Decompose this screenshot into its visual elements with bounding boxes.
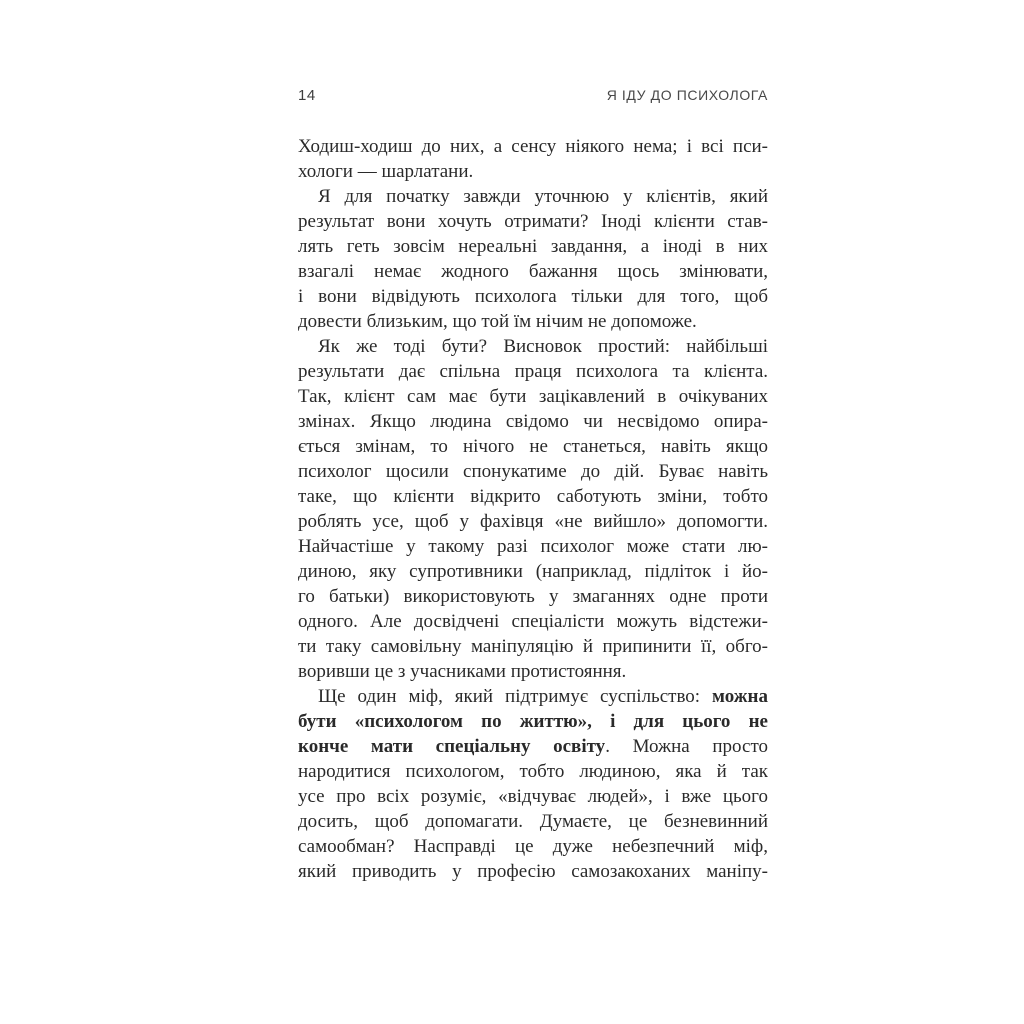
text-line: взагалі немає жодного бажання щось змінювати, (298, 261, 768, 282)
text-line: таке, що клієнти відкрито саботують зміни, тобто (298, 486, 768, 507)
text-line: лять геть зовсім нереальні завдання, а іноді в них (298, 236, 768, 257)
text-line: воривши це з учасниками протистояння. (298, 661, 627, 682)
text-line: самообман? Насправді це дуже небезпечний міф, (298, 836, 768, 857)
text-line: результат вони хочуть отримати? Іноді клієнти став- (298, 211, 768, 232)
text-line: диною, яку супротивники (наприклад, підліток і йо- (298, 561, 768, 582)
paragraph (298, 134, 768, 184)
text-line: і вони відвідують психолога тільки для того, щоб (298, 286, 768, 307)
text-line: Як же тоді бути? Висновок простий: найбільші (318, 336, 768, 357)
text-line: який приводить у професію самозакоханих маніпу- (298, 861, 768, 882)
text-line: хологи — шарлатани. (298, 161, 474, 182)
text-line: го батьки) використовують у змаганнях одне проти (298, 586, 768, 607)
text-line: конче мати спеціальну освіту. Можна просто (298, 736, 768, 757)
text-line: Так, клієнт сам має бути зацікавлений в очікуваних (298, 386, 768, 407)
text-line: народитися психологом, тобто людиною, яка й так (298, 761, 768, 782)
text-line: досить, щоб допомагати. Думаєте, це безневинний (298, 811, 768, 832)
running-header (298, 87, 768, 104)
paragraph (298, 684, 768, 884)
paragraph (298, 184, 768, 334)
page-number: 14 (298, 87, 316, 104)
paragraph (298, 334, 768, 684)
text-line: Ще один міф, який підтримує суспільство: можна (318, 686, 768, 707)
text-line: одного. Але досвідчені спеціалісти можуть відстежи- (298, 611, 768, 632)
text-line: ти таку самовільну маніпуляцію й припинити її, обго- (298, 636, 768, 657)
running-title: Я ІДУ ДО ПСИХОЛОГА (606, 87, 768, 103)
text-line: Найчастіше у такому разі психолог може стати лю- (298, 536, 768, 557)
text-line: змінах. Якщо людина свідомо чи несвідомо опира- (298, 411, 768, 432)
text-line: результати дає спільна праця психолога та клієнта. (298, 361, 768, 382)
text-line: усе про всіх розуміє, «відчуває людей», і вже цього (298, 786, 768, 807)
text-line: бути «психологом по життю», і для цього не (298, 711, 768, 732)
text-line: довести близьким, що той їм нічим не допоможе. (298, 311, 697, 332)
text-line: Ходиш-ходиш до них, а сенсу ніякого нема; і всі пси- (298, 136, 768, 157)
text-line: Я для початку завжди уточнюю у клієнтів, який (318, 186, 768, 207)
text-line: психолог щосили спонукатиме до дій. Буває навіть (298, 461, 768, 482)
text-line: ється змінам, то нічого не станеться, навіть якщо (298, 436, 768, 457)
text-line: роблять усе, щоб у фахівця «не вийшло» допомогти. (298, 511, 768, 532)
text-block (298, 134, 768, 884)
